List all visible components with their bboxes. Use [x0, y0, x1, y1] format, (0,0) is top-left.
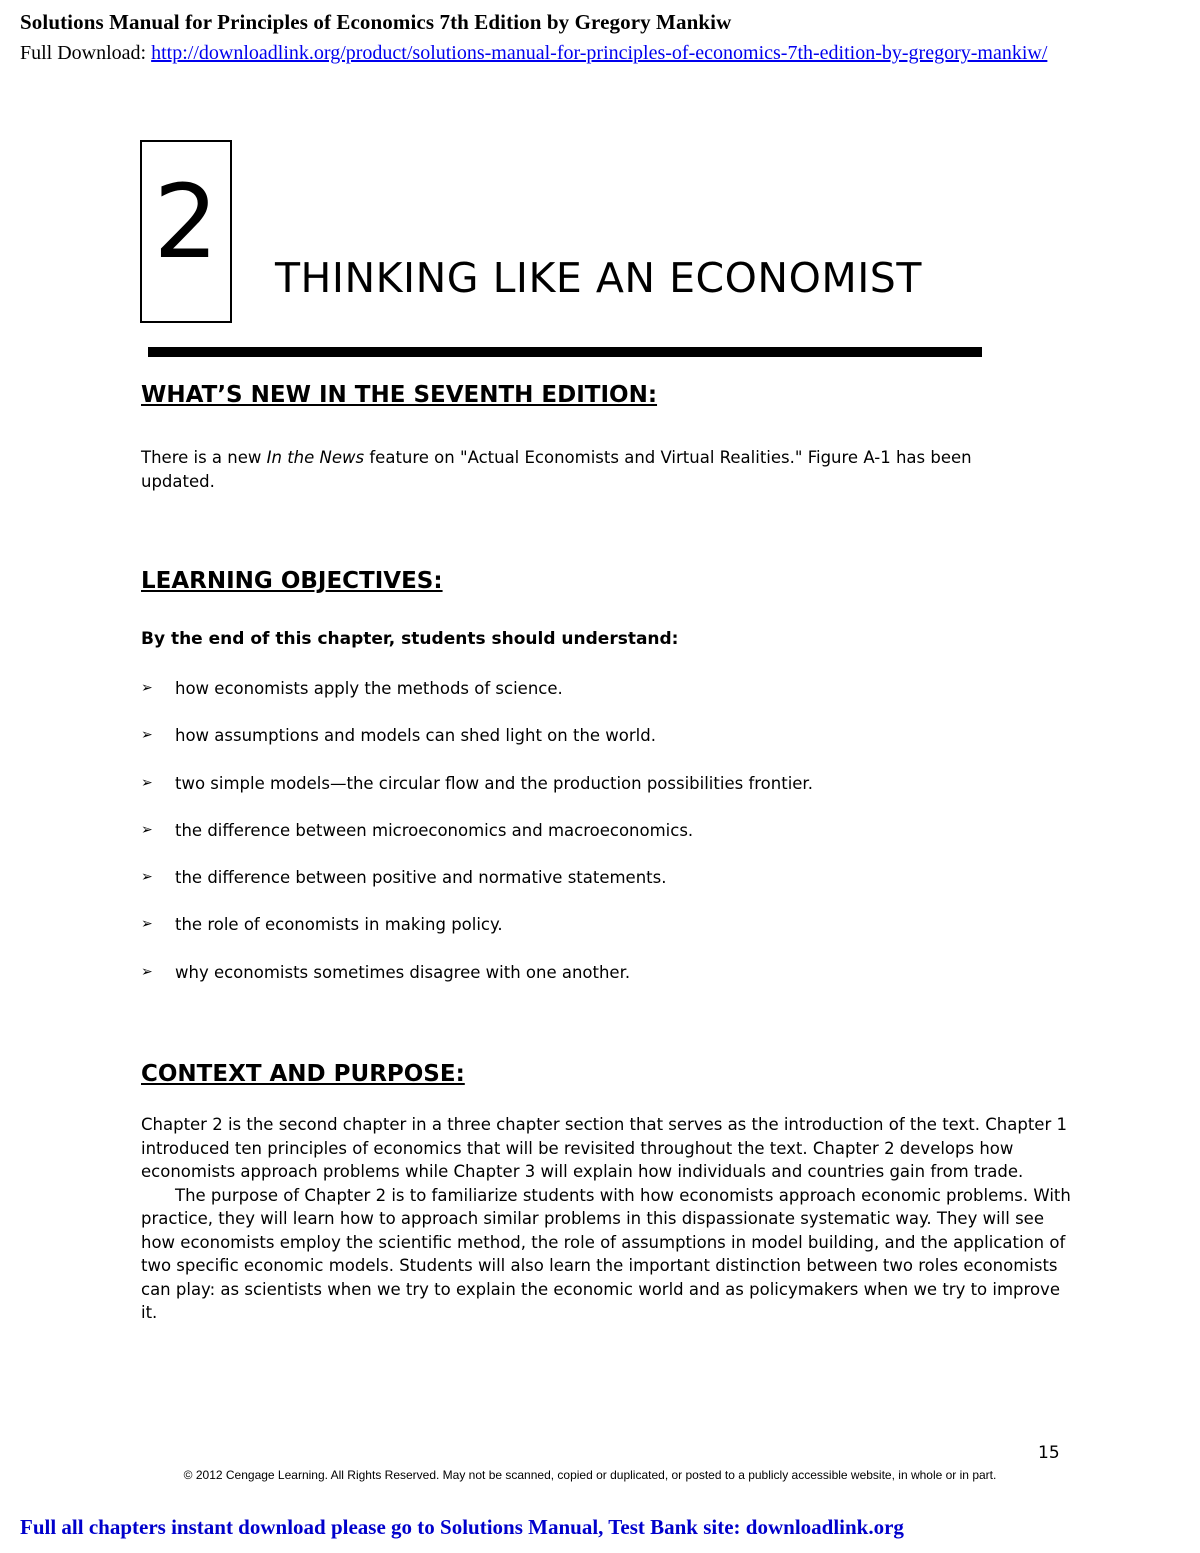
objective-text: how assumptions and models can shed light on the world.: [175, 726, 656, 746]
whats-new-text: [141, 446, 1031, 493]
objective-text: the difference between microeconomics and macroeconomics.: [175, 820, 694, 840]
objective-text: why economists sometimes disagree with one another.: [175, 962, 631, 982]
arrow-bullet-icon: ➢: [141, 821, 153, 838]
whats-new-text-before: There is a new: [141, 448, 267, 467]
title-divider: [148, 347, 982, 357]
objective-text: two simple models—the circular flow and the production possibilities frontier.: [175, 773, 813, 793]
whats-new-text-after: feature on "Actual Economists and Virtual Realities." Figure A-1 has been updated.: [141, 448, 972, 491]
chapter-title: THINKING LIKE AN ECONOMIST: [275, 254, 922, 302]
download-label: Full Download:: [20, 42, 152, 64]
chapter-number: 2: [153, 163, 219, 282]
objective-text: the difference between positive and normative statements.: [175, 868, 667, 888]
download-banner: Full all chapters instant download please go to Solutions Manual, Test Bank site: downloadlink.org: [20, 1515, 904, 1539]
objective-text: how economists apply the methods of science.: [175, 679, 563, 698]
download-line: [20, 42, 1047, 65]
download-link[interactable]: http://downloadlink.org/product/solutions-manual-for-principles-of-economics-7th-edition-by-gregory-mankiw/: [151, 42, 1048, 64]
arrow-bullet-icon: ➢: [141, 869, 153, 886]
copyright-notice: © 2012 Cengage Learning. All Rights Reserved. May not be scanned, copied or duplicated, or posted to a publicly accessible website, in whole or in part.: [183, 1468, 997, 1482]
arrow-bullet-icon: ➢: [141, 916, 153, 933]
chapter-number-box: [140, 140, 232, 323]
learning-objectives-heading: LEARNING OBJECTIVES:: [141, 568, 443, 594]
context-purpose-heading: CONTEXT AND PURPOSE:: [141, 1061, 465, 1087]
context-body: [141, 1113, 1071, 1325]
arrow-bullet-icon: ➢: [141, 727, 153, 744]
arrow-bullet-icon: ➢: [141, 680, 153, 696]
learning-objectives-intro: By the end of this chapter, students should understand:: [141, 629, 679, 649]
page-number: 15: [1038, 1443, 1060, 1463]
whats-new-heading: WHAT’S NEW IN THE SEVENTH EDITION:: [141, 382, 658, 408]
arrow-bullet-icon: ➢: [141, 963, 153, 980]
document-header-title: Solutions Manual for Principles of Economics 7th Edition by Gregory Mankiw: [20, 10, 732, 34]
context-paragraph-2: The purpose of Chapter 2 is to familiarize students with how economists approach economic problems. With practice, they will learn how to approach similar problems in this dispassionate systematic way. They will see how economists employ the scientific method, the role of assumptions in model building, and the application of two specific economic models. Students will also learn the important distinction between two roles economists can play: as scientists when we try to explain the economic world and as policymakers when we try to improve it.: [141, 1185, 1071, 1322]
whats-new-text-italic: In the News: [266, 448, 365, 467]
context-paragraph-1: Chapter 2 is the second chapter in a three chapter section that serves as the introduction of the text. Chapter 1 introduced ten principles of economics that will be revisited throughout the text. Chapter 2 develops how economists approach problems while Chapter 3 will explain how individuals and countries gain from trade.: [141, 1115, 1067, 1181]
objective-text: the role of economists in making policy.: [175, 915, 503, 935]
arrow-bullet-icon: ➢: [141, 774, 153, 791]
